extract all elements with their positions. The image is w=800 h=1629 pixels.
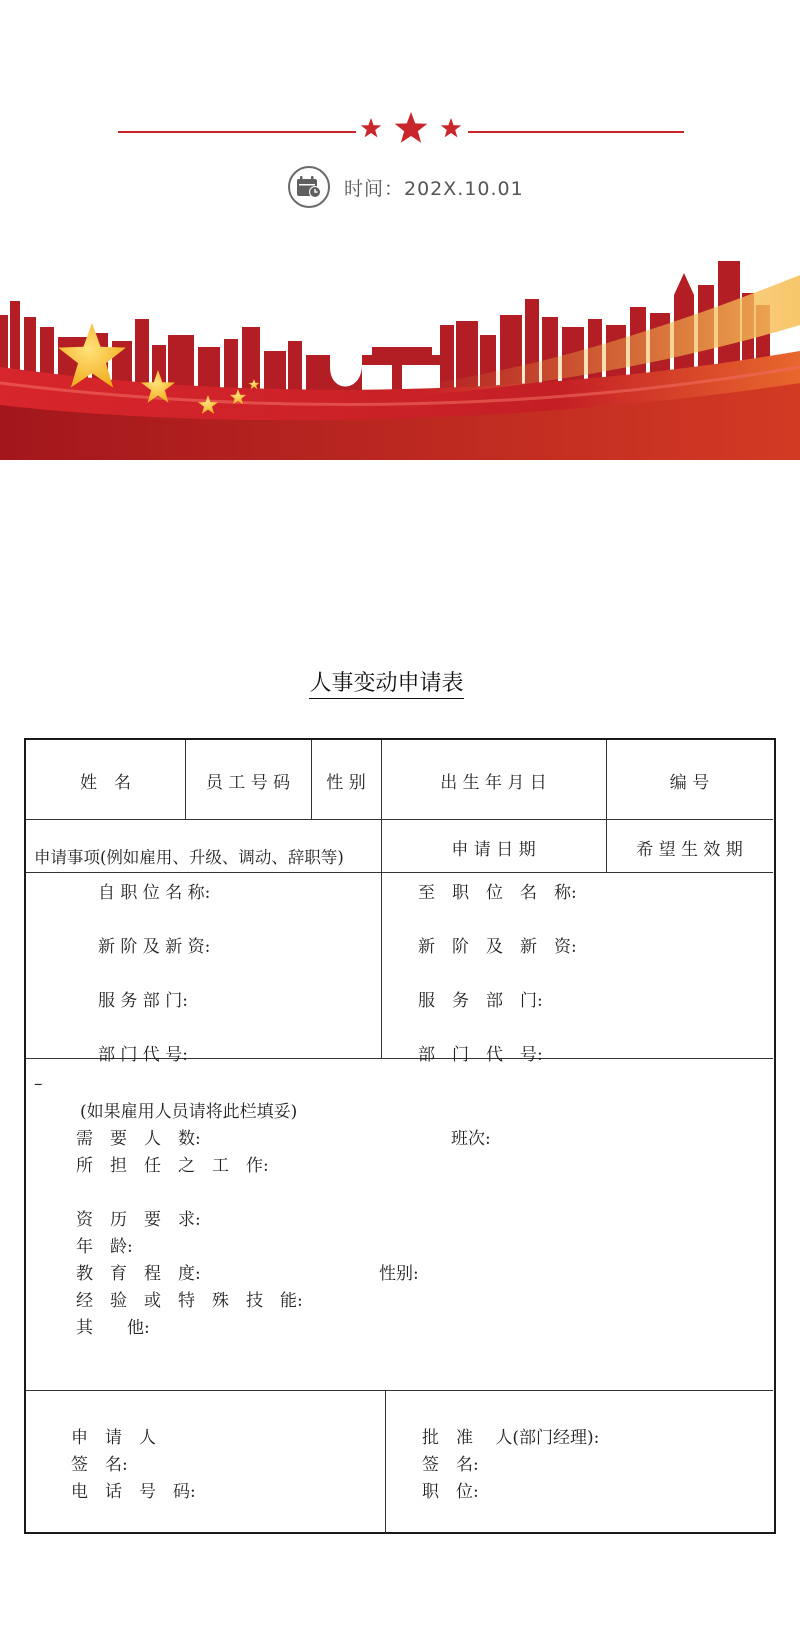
approver-label: 批 准 人(部门经理): (422, 1428, 600, 1448)
qualifications-label: 资 历 要 求: (76, 1210, 201, 1230)
applicant-signature-label: 签 名: (71, 1455, 128, 1475)
to-department-label: 服 务 部 门: (418, 991, 543, 1011)
to-grade-salary-label: 新 阶 及 新 资: (418, 937, 577, 957)
form-title: 人事变动申请表 (0, 666, 773, 697)
header-divider-right (468, 131, 684, 133)
shift-label: 班次: (451, 1129, 491, 1149)
experience-label: 经 验 或 特 殊 技 能: (76, 1291, 303, 1311)
applicant-phone-label: 电 话 号 码: (71, 1482, 196, 1502)
from-position-label: 自 职 位 名 称: (98, 883, 211, 903)
header-divider-left (118, 131, 356, 133)
hiring-note: (如果雇用人员请将此栏填妥) (80, 1102, 298, 1122)
small-star-icon (361, 118, 381, 137)
skyline-banner (0, 255, 800, 460)
personnel-change-form (24, 738, 776, 1534)
header-birth-date: 出 生 年 月 日 (440, 773, 547, 793)
header-stars (355, 110, 467, 150)
other-label: 其 他: (76, 1318, 150, 1338)
from-dept-code-label: 部 门 代 号: (98, 1045, 188, 1065)
from-grade-salary-label: 新 阶 及 新 资: (98, 937, 211, 957)
header-name: 姓 名 (80, 773, 131, 793)
hiring-dash: – (34, 1074, 43, 1094)
grid-line (26, 1390, 773, 1391)
education-label: 教 育 程 度: (76, 1264, 201, 1284)
date-label: 时间：202X.10.01 (344, 177, 524, 200)
header-effective-date: 希 望 生 效 期 (636, 840, 743, 860)
headcount-label: 需 要 人 数: (76, 1129, 201, 1149)
header-application-item: 申请事项(例如雇用、升级、调动、辞职等) (34, 848, 344, 867)
to-position-label: 至 职 位 名 称: (418, 883, 577, 903)
header-serial-no: 编 号 (669, 773, 710, 793)
age-label: 年 龄: (76, 1237, 133, 1257)
calendar-clock-icon (288, 166, 330, 208)
header-employee-no: 员 工 号 码 (205, 773, 291, 793)
approver-signature-label: 签 名: (422, 1455, 479, 1475)
approver-title-label: 职 位: (422, 1482, 479, 1502)
header-gender: 性 别 (326, 773, 366, 793)
grid-line (26, 872, 773, 873)
grid-line (385, 1390, 386, 1533)
large-star-icon (395, 112, 428, 143)
duties-label: 所 担 任 之 工 作: (76, 1156, 269, 1176)
applicant-label: 申 请 人 (71, 1428, 156, 1448)
hiring-gender-label: 性别: (379, 1264, 419, 1284)
header-application-date: 申 请 日 期 (451, 840, 536, 860)
small-star-icon (441, 118, 461, 137)
grid-line (26, 819, 773, 820)
to-dept-code-label: 部 门 代 号: (418, 1045, 543, 1065)
date-row (288, 165, 524, 209)
from-department-label: 服 务 部 门: (98, 991, 188, 1011)
